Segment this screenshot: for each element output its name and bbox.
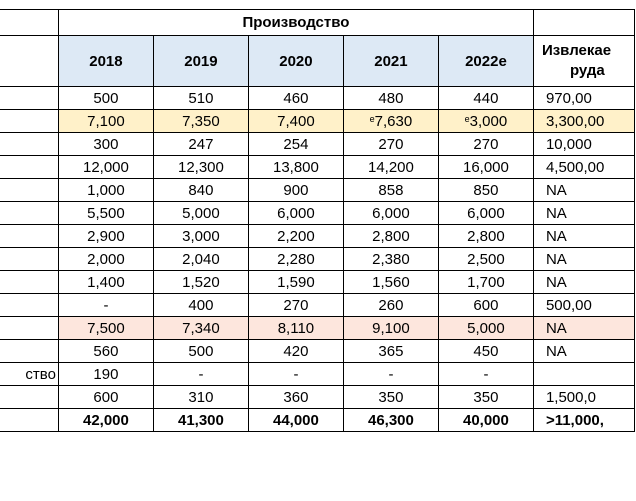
row-label: ство [0, 363, 58, 386]
value-cell: 1,560 [343, 271, 438, 294]
value-cell [343, 110, 438, 133]
extract-cell: NA [533, 202, 634, 225]
value-cell: 350 [343, 386, 438, 409]
value-cell: 6,000 [343, 202, 438, 225]
value-cell: - [343, 363, 438, 386]
value-cell: - [438, 363, 533, 386]
year-header: 2020 [248, 36, 343, 87]
value-cell: 1,590 [248, 271, 343, 294]
extract-header-line1: Извлекае [541, 42, 612, 59]
value-cell: 365 [343, 340, 438, 363]
value-cell: 41,300 [153, 409, 248, 432]
extract-cell: 3,300,00 [533, 110, 634, 133]
value-cell: 12,000 [58, 156, 153, 179]
extract-cell: NA [533, 271, 634, 294]
row-label [0, 156, 58, 179]
value-cell: 840 [153, 179, 248, 202]
year-header: 2021 [343, 36, 438, 87]
table-row [0, 271, 635, 294]
value-cell: 6,000 [248, 202, 343, 225]
value-cell: 2,800 [438, 225, 533, 248]
value-cell: 1,400 [58, 271, 153, 294]
table-row [0, 156, 635, 179]
value-cell: 44,000 [248, 409, 343, 432]
value-cell: 850 [438, 179, 533, 202]
value-cell: 3,000 [153, 225, 248, 248]
value-cell: 420 [248, 340, 343, 363]
extract-cell: NA [533, 248, 634, 271]
table-row [0, 363, 635, 386]
value-cell: 270 [438, 133, 533, 156]
group-header-row [0, 10, 635, 36]
row-label [0, 202, 58, 225]
value-cell: 2,280 [248, 248, 343, 271]
value-cell: 360 [248, 386, 343, 409]
value-cell: 900 [248, 179, 343, 202]
value-cell: 190 [58, 363, 153, 386]
value-cell: 2,380 [343, 248, 438, 271]
row-label [0, 179, 58, 202]
value-cell: 310 [153, 386, 248, 409]
value-cell: 12,300 [153, 156, 248, 179]
value-cell: 247 [153, 133, 248, 156]
table-row [0, 110, 635, 133]
table-row [0, 409, 635, 432]
year-header: 2019 [153, 36, 248, 87]
extract-cell: NA [533, 340, 634, 363]
label-header-cell [0, 10, 58, 36]
value-cell: 600 [58, 386, 153, 409]
table-row [0, 179, 635, 202]
value-cell: 460 [248, 87, 343, 110]
year-header: 2018 [58, 36, 153, 87]
estimate-mark: e [369, 113, 375, 124]
value-text: 7,630 [374, 112, 413, 130]
year-header-row [0, 36, 635, 87]
value-cell: 7,400 [248, 110, 343, 133]
value-cell: - [248, 363, 343, 386]
value-cell: 254 [248, 133, 343, 156]
value-cell: 5,000 [153, 202, 248, 225]
table-row [0, 248, 635, 271]
extract-cell: 1,500,0 [533, 386, 634, 409]
extract-group-cell [533, 10, 634, 36]
value-cell: 2,500 [438, 248, 533, 271]
row-label [0, 225, 58, 248]
row-label [0, 386, 58, 409]
value-cell: 400 [153, 294, 248, 317]
production-group-title: Производство [58, 10, 533, 36]
value-cell: 8,110 [248, 317, 343, 340]
extract-header-line2: руда [569, 62, 605, 79]
row-label [0, 133, 58, 156]
row-label [0, 294, 58, 317]
row-label [0, 87, 58, 110]
value-cell: 5,500 [58, 202, 153, 225]
row-label [0, 409, 58, 432]
value-cell: 1,700 [438, 271, 533, 294]
value-cell: 300 [58, 133, 153, 156]
value-cell: 2,800 [343, 225, 438, 248]
value-cell: 858 [343, 179, 438, 202]
value-cell: 7,350 [153, 110, 248, 133]
extract-header [533, 36, 634, 87]
value-cell: 500 [58, 87, 153, 110]
value-cell: 6,000 [438, 202, 533, 225]
label-year-cell [0, 36, 58, 87]
value-cell: 42,000 [58, 409, 153, 432]
value-cell: 7,100 [58, 110, 153, 133]
extract-cell: 4,500,00 [533, 156, 634, 179]
table-row [0, 225, 635, 248]
value-cell: 560 [58, 340, 153, 363]
value-cell: 2,040 [153, 248, 248, 271]
value-cell: 46,300 [343, 409, 438, 432]
extract-cell: 500,00 [533, 294, 634, 317]
extract-cell: 10,000 [533, 133, 634, 156]
value-text: 3,000 [469, 112, 508, 130]
row-label [0, 110, 58, 133]
value-cell: 5,000 [438, 317, 533, 340]
value-cell: 16,000 [438, 156, 533, 179]
value-cell: 440 [438, 87, 533, 110]
table-row [0, 202, 635, 225]
estimate-mark: e [464, 113, 470, 124]
value-cell: 350 [438, 386, 533, 409]
value-cell: 7,500 [58, 317, 153, 340]
extract-cell: >11,000, [533, 409, 634, 432]
value-cell: 600 [438, 294, 533, 317]
value-cell: 270 [343, 133, 438, 156]
value-cell: 40,000 [438, 409, 533, 432]
table-row [0, 294, 635, 317]
value-cell: - [58, 294, 153, 317]
value-cell: 1,000 [58, 179, 153, 202]
extract-cell: NA [533, 179, 634, 202]
value-cell: 14,200 [343, 156, 438, 179]
value-cell: 2,900 [58, 225, 153, 248]
table-row [0, 317, 635, 340]
value-cell: 9,100 [343, 317, 438, 340]
production-table [0, 9, 635, 432]
value-cell: 450 [438, 340, 533, 363]
value-cell: 2,200 [248, 225, 343, 248]
value-cell: 2,000 [58, 248, 153, 271]
extract-cell: NA [533, 317, 634, 340]
year-header: 2022e [438, 36, 533, 87]
table-row [0, 386, 635, 409]
extract-cell [533, 363, 634, 386]
row-label [0, 271, 58, 294]
table-row [0, 87, 635, 110]
value-cell [438, 110, 533, 133]
value-cell: 510 [153, 87, 248, 110]
value-cell: 260 [343, 294, 438, 317]
table-row [0, 133, 635, 156]
row-label [0, 317, 58, 340]
value-cell: - [153, 363, 248, 386]
value-cell: 270 [248, 294, 343, 317]
value-cell: 500 [153, 340, 248, 363]
value-cell: 13,800 [248, 156, 343, 179]
row-label [0, 248, 58, 271]
value-cell: 7,340 [153, 317, 248, 340]
value-cell: 1,520 [153, 271, 248, 294]
extract-cell: 970,00 [533, 87, 634, 110]
table-row [0, 340, 635, 363]
extract-cell: NA [533, 225, 634, 248]
value-cell: 480 [343, 87, 438, 110]
row-label [0, 340, 58, 363]
